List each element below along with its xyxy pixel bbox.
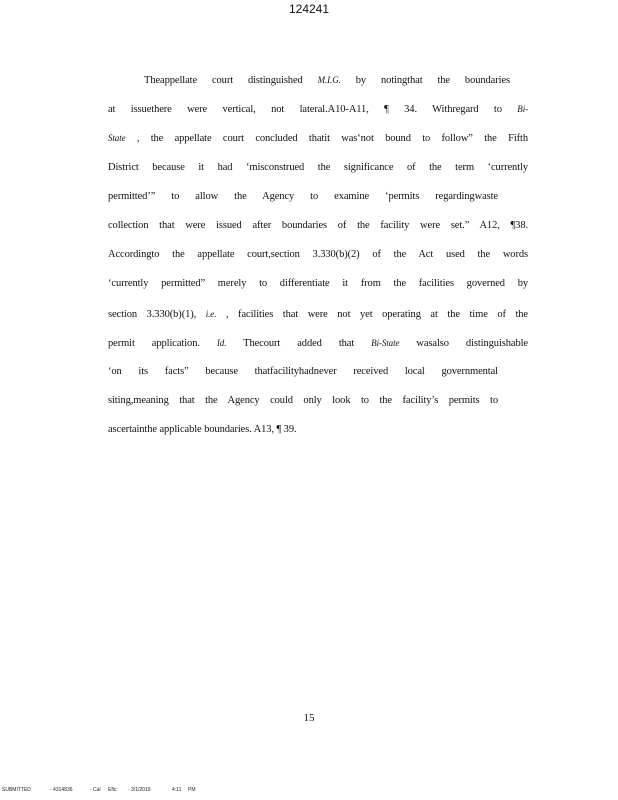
- italic-citation: Bi-: [517, 104, 528, 115]
- text-run: section 3.330(b)(1),: [108, 308, 206, 320]
- text-run: ‘currently permitted” merely to differentiate it from the facilities governed by: [108, 278, 528, 290]
- text-line: [108, 191, 498, 203]
- text-run: collection that were issued after boundaries of the facility were set.” A12, ¶38.: [108, 220, 528, 231]
- footer-date: - 3/1/2019: [128, 787, 151, 793]
- text-run: Theappellate court distinguished: [144, 75, 318, 86]
- footer-efile: Eflc:: [108, 787, 118, 793]
- italic-citation: Bi-State: [371, 337, 400, 348]
- text-run: ‘on its facts” because thatfacilityhadnever received local governmental: [108, 366, 498, 377]
- text-line: [108, 337, 528, 350]
- text-run: at issuethere were vertical, not lateral.A10-A11, ¶ 34. Withregard to: [108, 104, 518, 116]
- text-run: permitted’” to allow the Agency to examine ‘permits regardingwaste: [108, 190, 498, 202]
- text-line: [108, 308, 528, 321]
- text-run: , facilities that were not yet operating at the time of the: [216, 308, 528, 320]
- footer-pm: PM: [188, 787, 196, 793]
- text-line: [108, 278, 528, 290]
- text-line: [144, 74, 510, 87]
- case-number: 124241: [288, 2, 330, 16]
- italic-citation: State: [108, 133, 126, 144]
- text-line: [108, 220, 528, 232]
- text-run: permit application.: [108, 337, 217, 349]
- text-run: wasalso distinguishable: [399, 337, 528, 349]
- text-line: [108, 162, 528, 174]
- text-line: [108, 366, 498, 378]
- text-run: Accordingto the appellate court,section 3.330(b)(2) of the Act used the words: [108, 249, 528, 261]
- text-line: [108, 103, 528, 116]
- text-line: [108, 132, 528, 145]
- text-run: siting,meaning that the Agency could only look to the facility’s permits to: [108, 395, 498, 407]
- footer-ca: - Cal: [90, 787, 101, 793]
- italic-citation: M.I.G.: [317, 75, 341, 85]
- text-line: [108, 395, 498, 407]
- text-line: [108, 249, 528, 261]
- text-run: ascertainthe applicable boundaries. A13, ¶ 39.: [108, 424, 297, 436]
- footer-submitted: SUBMITTED: [2, 787, 31, 793]
- text-run: District because it had ‘misconstrued the significance of the term ‘currently: [108, 161, 528, 173]
- text-line: [108, 424, 528, 436]
- text-run: Thecourt added that: [226, 337, 372, 349]
- italic-citation: i.e.: [205, 308, 217, 319]
- text-run: , the appellate court concluded thatit was‘not bound to follow” the Fifth: [125, 133, 528, 145]
- footer-id: - 4314836: [50, 787, 73, 793]
- footer-time: 4:11: [172, 787, 182, 793]
- page-number: 15: [303, 712, 315, 724]
- text-run: by notingthat the boundaries: [340, 75, 510, 86]
- italic-citation: Id.: [216, 337, 227, 348]
